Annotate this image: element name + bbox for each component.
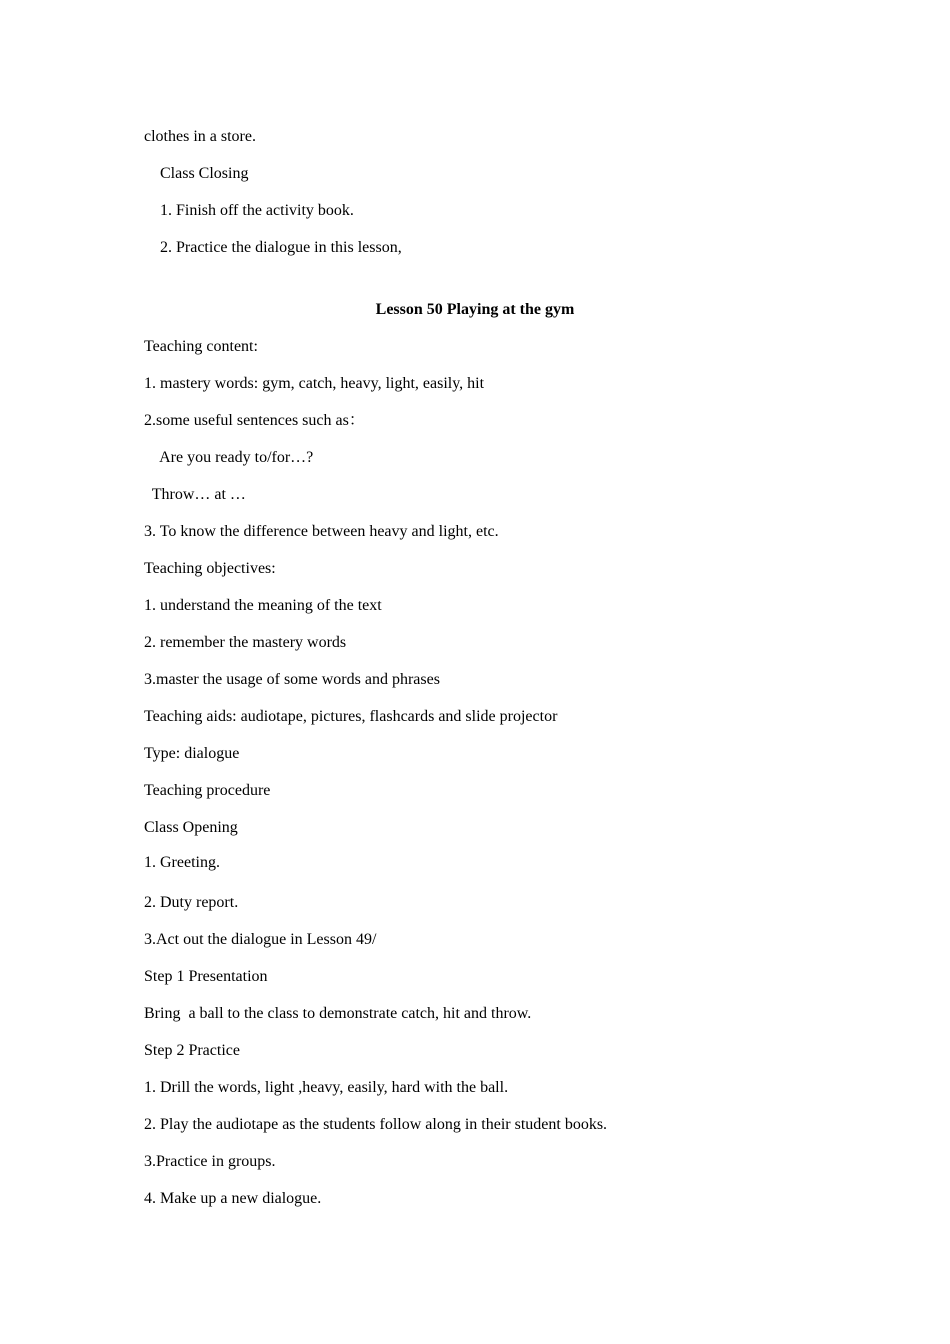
section-heading: Teaching objectives: <box>144 560 276 577</box>
text-line: Bring a ball to the class to demonstrate catch, hit and throw. <box>144 1005 532 1022</box>
text-line: 1. mastery words: gym, catch, heavy, light, easily, hit <box>144 375 485 392</box>
text-line: Are you ready to/for…? <box>144 449 314 466</box>
text-line: 3.Practice in groups. <box>144 1153 276 1170</box>
text-line: 2. Duty report. <box>144 894 239 911</box>
text-line: 3. To know the difference between heavy and light, etc. <box>144 523 499 540</box>
text-line: Type: dialogue <box>144 745 240 762</box>
text-line: Teaching aids: audiotape, pictures, flashcards and slide projector <box>144 708 558 725</box>
section-heading: Step 2 Practice <box>144 1042 240 1059</box>
text-line: 1. Finish off the activity book. <box>144 202 354 219</box>
text-line: 2.some useful sentences such as： <box>144 412 365 429</box>
text-line: 1. Drill the words, light ,heavy, easily, hard with the ball. <box>144 1079 509 1096</box>
text-line: 1. understand the meaning of the text <box>144 597 382 614</box>
section-heading-class-closing: Class Closing <box>144 165 249 182</box>
text-line: Throw… at … <box>144 486 246 503</box>
text-line: 2. Practice the dialogue in this lesson, <box>144 239 402 256</box>
text-line: clothes in a store. <box>144 128 256 145</box>
text-line: 3.Act out the dialogue in Lesson 49/ <box>144 931 377 948</box>
section-heading: Teaching procedure <box>144 782 271 799</box>
text-line: 2. Play the audiotape as the students follow along in their student books. <box>144 1116 608 1133</box>
section-heading: Step 1 Presentation <box>144 968 268 985</box>
lesson-title: Lesson 50 Playing at the gym <box>375 301 575 318</box>
section-heading: Class Opening <box>144 819 238 836</box>
text-line: 4. Make up a new dialogue. <box>144 1190 322 1207</box>
section-heading: Teaching content: <box>144 338 258 355</box>
text-line: 1. Greeting. <box>144 854 220 871</box>
text-line: 2. remember the mastery words <box>144 634 347 651</box>
text-line: 3.master the usage of some words and phrases <box>144 671 440 688</box>
